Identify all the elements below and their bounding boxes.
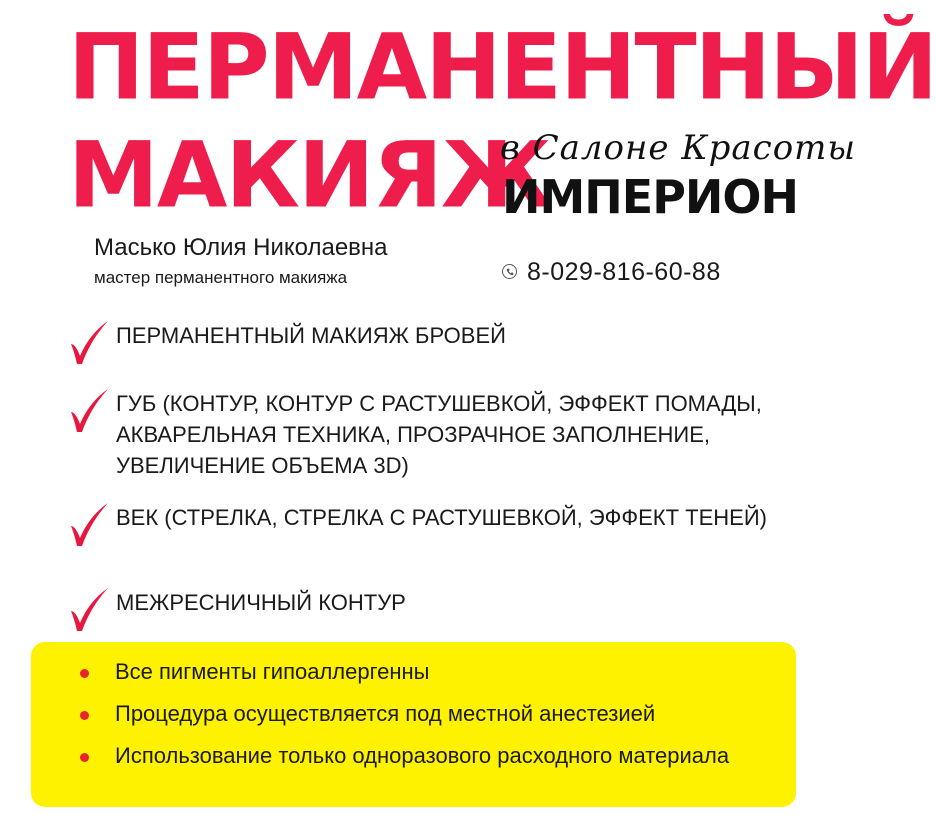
- salon-tagline: в Салоне Красоты: [500, 128, 857, 168]
- headline-line-1: ПЕРМАНЕНТНЫЙ: [68, 14, 936, 121]
- info-text: Использование только одноразового расходного материала: [115, 743, 730, 768]
- phone-icon: [502, 264, 517, 279]
- checkmark-icon: [68, 587, 110, 633]
- info-text: Все пигменты гипоаллергенны: [115, 659, 430, 684]
- checkmark-icon: [68, 320, 110, 366]
- phone-number[interactable]: 8-029-816-60-88: [527, 258, 721, 286]
- bullet-icon: [80, 753, 89, 762]
- info-text: Процедура осуществляется под местной анестезией: [115, 701, 656, 726]
- service-text: ВЕК (СТРЕЛКА, СТРЕЛКА С РАСТУШЕВКОЙ, ЭФФЕКТ ТЕНЕЙ): [116, 505, 767, 530]
- service-text: МЕЖРЕСНИЧНЫЙ КОНТУР: [116, 590, 406, 615]
- service-text: ПЕРМАНЕНТНЫЙ МАКИЯЖ БРОВЕЙ: [116, 323, 506, 348]
- bullet-icon: [80, 711, 89, 720]
- master-name: Масько Юлия Николаевна: [94, 234, 388, 261]
- master-role: мастер перманентного макияжа: [94, 268, 348, 287]
- checkmark-icon: [68, 502, 110, 548]
- checkmark-icon: [68, 388, 110, 434]
- service-text: ГУБ (КОНТУР, КОНТУР С РАСТУШЕВКОЙ, ЭФФЕКТ ПОМАДЫ, АКВАРЕЛЬНАЯ ТЕХНИКА, ПРОЗРАЧНОЕ ЗАПОЛНЕНИЕ, УВЕЛИЧЕНИЕ ОБЪЕМА 3D): [116, 391, 762, 478]
- info-box: [31, 642, 796, 807]
- headline-line-2: МАКИЯЖ: [68, 122, 551, 229]
- bullet-icon: [80, 669, 89, 678]
- salon-name: ИМПЕРИОН: [502, 170, 799, 224]
